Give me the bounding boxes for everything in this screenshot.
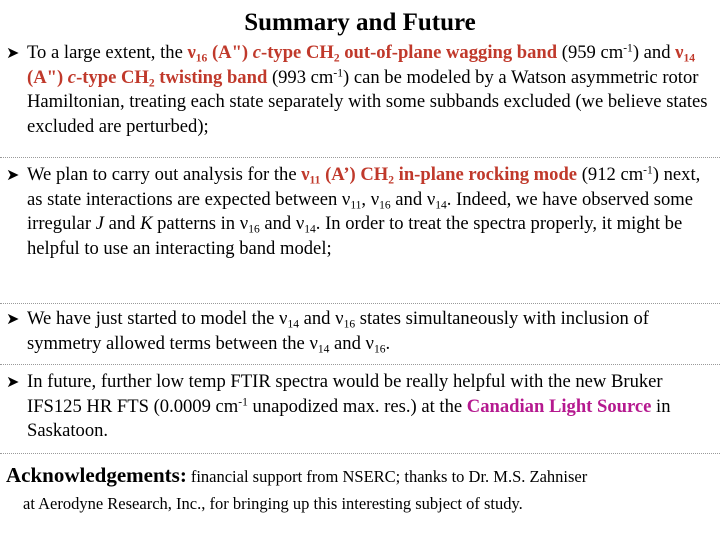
nu-symbol: ν xyxy=(295,213,305,235)
subscript: 14 xyxy=(683,52,695,65)
bullet-text xyxy=(27,370,718,444)
text-span: -type CH xyxy=(261,42,334,63)
text-span: To a large extent, the xyxy=(27,42,188,63)
subscript: 14 xyxy=(287,318,299,331)
text-span: , xyxy=(361,188,371,210)
text-span: and xyxy=(329,332,366,354)
text-span: We plan to carry out analysis for the xyxy=(27,164,302,185)
subscript: 14 xyxy=(317,343,330,356)
acknowledgements xyxy=(6,462,718,517)
subscript: 14 xyxy=(304,223,316,236)
bullet-item xyxy=(6,370,718,444)
text-span: in Saskatoon. xyxy=(27,395,671,442)
subscript: 16 xyxy=(379,199,391,212)
nu-symbol: ν xyxy=(301,164,310,185)
arrow-bullet-icon: ➤ xyxy=(6,309,20,328)
subscript: 16 xyxy=(343,318,356,331)
arrow-bullet-icon: ➤ xyxy=(6,165,20,184)
ack-heading: Acknowledgements: xyxy=(6,463,187,487)
divider xyxy=(0,453,720,454)
text-span: and xyxy=(390,188,427,210)
nu-symbol: ν xyxy=(426,188,436,210)
bullet-item xyxy=(6,307,718,356)
italic-k: K xyxy=(140,213,153,235)
nu-symbol: ν xyxy=(370,188,380,210)
divider xyxy=(0,157,720,158)
arrow-bullet-icon: ➤ xyxy=(6,43,20,62)
text-span: and xyxy=(298,308,336,329)
text-span: states simultaneously with inclusion of symmetry allowed terms between the xyxy=(27,308,649,354)
bullet-text xyxy=(27,163,718,261)
text-span: . Indeed, we have observed some irregular xyxy=(27,188,694,235)
text-span: (A") xyxy=(207,42,253,63)
superscript: -1 xyxy=(238,396,248,409)
text-span: ) can be modeled by a Watson asymmetric rotor Hamiltonian, treating each state separately with some subbands excluded (we believe states excluded are perturbed); xyxy=(27,66,708,137)
highlight-wagging-band xyxy=(187,42,557,63)
text-span: in-plane rocking mode xyxy=(394,164,578,185)
subscript: 11 xyxy=(309,174,321,187)
italic-c: c xyxy=(67,66,77,88)
bullet-item xyxy=(6,41,718,139)
subscript: 11 xyxy=(350,199,362,212)
text-span: unapodized max. res.) at the xyxy=(247,395,467,417)
bullet-item xyxy=(6,163,718,261)
subscript: 16 xyxy=(195,52,208,65)
italic-c: c xyxy=(252,42,262,63)
superscript: -1 xyxy=(623,42,633,55)
subscript: 14 xyxy=(435,199,447,212)
nu-symbol: ν xyxy=(675,42,684,63)
text-span: -type CH xyxy=(76,66,149,88)
subscript: 16 xyxy=(248,223,260,236)
text-span: out-of-plane wagging band xyxy=(339,42,558,63)
text-span: . In order to treat the spectra properly, it might be helpful to use an interacting band model; xyxy=(27,213,683,259)
text-span: and xyxy=(103,213,141,235)
superscript: -1 xyxy=(333,67,343,80)
highlight-rocking-mode xyxy=(301,164,577,185)
text-span: twisting band xyxy=(154,66,268,88)
nu-symbol: ν xyxy=(341,188,351,210)
text-span: (912 cm xyxy=(577,164,644,185)
superscript: -1 xyxy=(643,164,653,177)
italic-j: J xyxy=(95,213,104,235)
text-span: patterns in xyxy=(152,213,240,235)
text-span: . xyxy=(385,332,391,354)
nu-symbol: ν xyxy=(335,308,344,329)
subscript: 2 xyxy=(388,174,395,187)
ack-line-1: financial support from NSERC; thanks to Dr. M.S. Zahniser xyxy=(190,467,588,486)
nu-symbol: ν xyxy=(309,332,318,354)
highlight-canadian-light-source: Canadian Light Source xyxy=(466,395,652,417)
ack-line-2: at Aerodyne Research, Inc., for bringing up this interesting subject of study. xyxy=(23,494,523,513)
nu-symbol: ν xyxy=(239,213,249,235)
nu-symbol: ν xyxy=(279,308,288,329)
text-span: (A") xyxy=(27,66,68,88)
text-span: We have just started to model the xyxy=(27,308,280,329)
subscript: 16 xyxy=(373,343,386,356)
bullet-text xyxy=(27,307,718,356)
nu-symbol: ν xyxy=(365,332,374,354)
text-span: ) and xyxy=(632,42,676,63)
bullet-text xyxy=(27,41,718,139)
subscript: 2 xyxy=(148,77,155,90)
text-span: In future, further low temp FTIR spectra would be really helpful with the new Bruker IFS125 HR FTS (0.0009 cm xyxy=(27,371,663,417)
subscript: 2 xyxy=(333,52,340,65)
page-title: Summary and Future xyxy=(244,9,476,36)
text-span: (959 cm xyxy=(557,42,624,63)
text-span: ) next, as state interactions are expected between xyxy=(27,164,701,210)
text-span: (A’) CH xyxy=(320,164,389,185)
text-span: and xyxy=(259,213,296,235)
divider xyxy=(0,303,720,304)
nu-symbol: ν xyxy=(187,42,196,63)
text-span: (993 cm xyxy=(267,66,334,88)
arrow-bullet-icon: ➤ xyxy=(6,372,20,391)
divider xyxy=(0,364,720,365)
